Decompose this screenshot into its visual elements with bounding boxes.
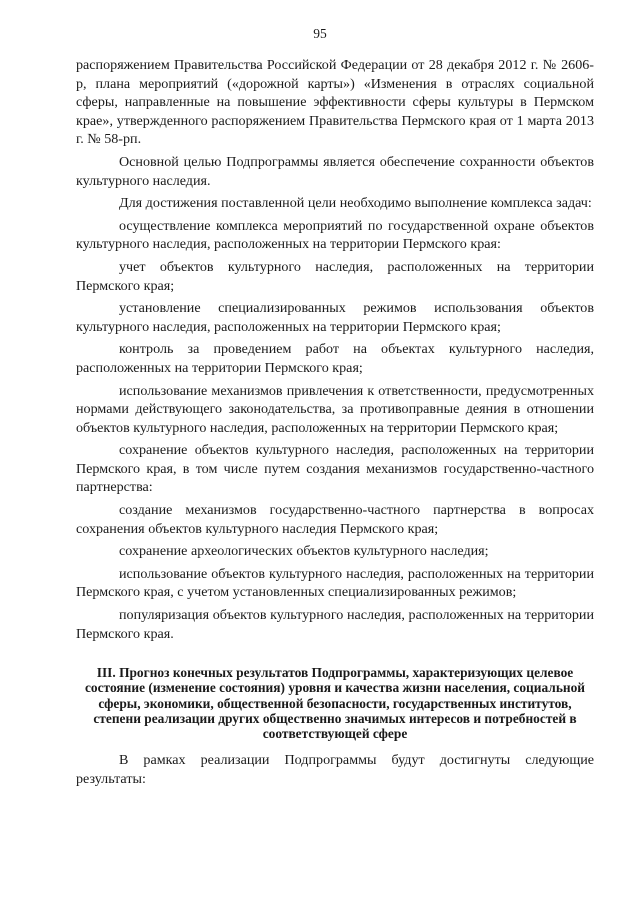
list-item-partnership: создание механизмов государственно-частного партнерства в вопросах сохранения объектов культурного наследия Пермского края; <box>76 502 594 537</box>
list-item-preservation: сохранение объектов культурного наследия, расположенных на территории Пермского края, в том числе путем создания механизмов государственно-частного партнерства: <box>76 442 594 496</box>
paragraph-main-goal: Основной целью Подпрограммы является обеспечение сохранности объектов культурного наследия. <box>76 153 594 189</box>
paragraph-legal-reference: распоряжением Правительства Российской Федерации от 28 декабря 2012 г. № 2606-р, плана мероприятий («дорожной карты») «Изменения в отраслях социальной сферы, направленные на повышение эффективности сферы культуры в Пермском крае», утвержденного распоряжением Правительства Пермского края от 1 марта 2013 г. № 58-рп. <box>76 57 594 148</box>
list-item-special-regimes: установление специализированных режимов использования объектов культурного наследия, расположенных на территории Пермского края; <box>76 300 594 335</box>
paragraph-results-intro: В рамках реализации Подпрограммы будут достигнуты следующие результаты: <box>76 752 594 787</box>
document-body <box>76 56 594 792</box>
list-item-usage: использование объектов культурного наследия, расположенных на территории Пермского края, с учетом установленных специализированных режимов; <box>76 565 594 601</box>
list-item-popularization: популяризация объектов культурного наследия, расположенных на территории Пермского края. <box>76 607 594 642</box>
list-item-registration: учет объектов культурного наследия, расположенных на территории Пермского края; <box>76 258 594 294</box>
list-item-archaeology: сохранение археологических объектов культурного наследия; <box>119 543 489 560</box>
list-item-works-control: контроль за проведением работ на объектах культурного наследия, расположенных на территории Пермского края; <box>76 341 594 376</box>
section-heading: III. Прогноз конечных результатов Подпрограммы, характеризующих целевое состояние (изменение состояния) уровня и качества жизни населения, социальной сферы, экономики, общественной безопасности, государственных институтов, степени реализации других общественно значимых интересов и потребностей в соответствующей сфере <box>84 665 586 742</box>
page-number: 95 <box>313 26 327 41</box>
paragraph-tasks-intro: Для достижения поставленной цели необходимо выполнение комплекса задач: <box>119 195 592 212</box>
list-item-state-protection: осуществление комплекса мероприятий по государственной охране объектов культурного наследия, расположенных на территории Пермского края: <box>76 217 594 253</box>
list-item-liability: использование механизмов привлечения к ответственности, предусмотренных нормами действующего законодательства, за противоправные деяния в отношении объектов культурного наследия, расположенных на территории Пермского края; <box>76 382 594 436</box>
